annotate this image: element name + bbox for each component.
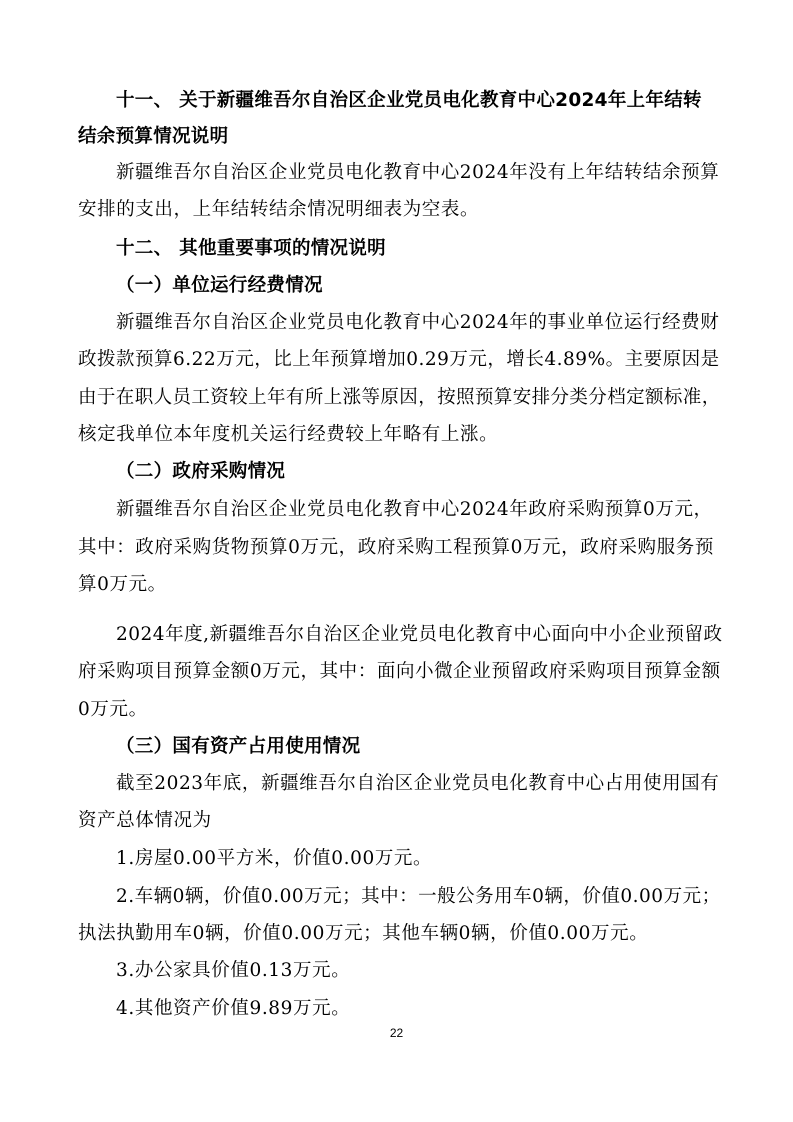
page-number: 22: [389, 1026, 404, 1040]
section-11-paragraph-line-2: 安排的支出，上年结转结余情况明细表为空表。: [78, 199, 480, 220]
asset-item-3: 3.办公家具价值0.13万元。: [116, 960, 351, 981]
subsection-3-paragraph-line-2: 资产总体情况为: [78, 810, 212, 831]
asset-item-2-line-1: 2.车辆0辆，价值0.00万元；其中：一般公务用车0辆，价值0.00万元；: [116, 886, 721, 907]
section-11-paragraph-line-1: 新疆维吾尔自治区企业党员电化教育中心2024年没有上年结转结余预算: [116, 162, 720, 183]
asset-item-2-line-2: 执法执勤用车0辆，价值0.00万元；其他车辆0辆，价值0.00万元。: [78, 923, 649, 944]
subsection-3-paragraph-line-1: 截至2023年底，新疆维吾尔自治区企业党员电化教育中心占用使用国有: [116, 773, 720, 794]
subsection-2-paragraph-1-line-2: 其中：政府采购货物预算0万元，政府采购工程预算0万元，政府采购服务预: [78, 537, 714, 558]
subsection-2-paragraph-1-line-3: 算0万元。: [78, 574, 167, 595]
subsection-2-heading: （二）政府采购情况: [116, 461, 286, 482]
asset-item-4: 4.其他资产价值9.89万元。: [116, 998, 351, 1019]
subsection-1-paragraph-line-1: 新疆维吾尔自治区企业党员电化教育中心2024年的事业单位运行经费财: [116, 312, 720, 333]
section-11-heading-line-1: 十一、 关于新疆维吾尔自治区企业党员电化教育中心2024年上年结转: [116, 90, 702, 111]
subsection-1-paragraph-line-2: 政拨款预算6.22万元，比上年预算增加0.29万元，增长4.89%。主要原因是: [78, 349, 720, 370]
subsection-2-paragraph-2-line-1: 2024年度,新疆维吾尔自治区企业党员电化教育中心面向中小企业预留政: [116, 624, 723, 645]
subsection-3-heading: （三）国有资产占用使用情况: [116, 736, 361, 757]
subsection-2-paragraph-1-line-1: 新疆维吾尔自治区企业党员电化教育中心2024年政府采购预算0万元，: [116, 499, 713, 520]
subsection-2-paragraph-2-line-3: 0万元。: [78, 699, 148, 720]
asset-item-1: 1.房屋0.00平方米，价值0.00万元。: [116, 848, 433, 869]
subsection-2-paragraph-2-line-2: 府采购项目预算金额0万元，其中：面向小微企业预留政府采购项目预算金额: [78, 661, 721, 682]
subsection-1-heading: （一）单位运行经费情况: [116, 275, 323, 296]
section-11-heading-line-2: 结余预算情况说明: [78, 126, 229, 147]
subsection-1-paragraph-line-4: 核定我单位本年度机关运行经费较上年略有上涨。: [78, 424, 499, 445]
section-12-heading: 十二、 其他重要事项的情况说明: [116, 238, 386, 259]
subsection-1-paragraph-line-3: 由于在职人员工资较上年有所上涨等原因，按照预算安排分类分档定额标准，: [78, 387, 721, 408]
